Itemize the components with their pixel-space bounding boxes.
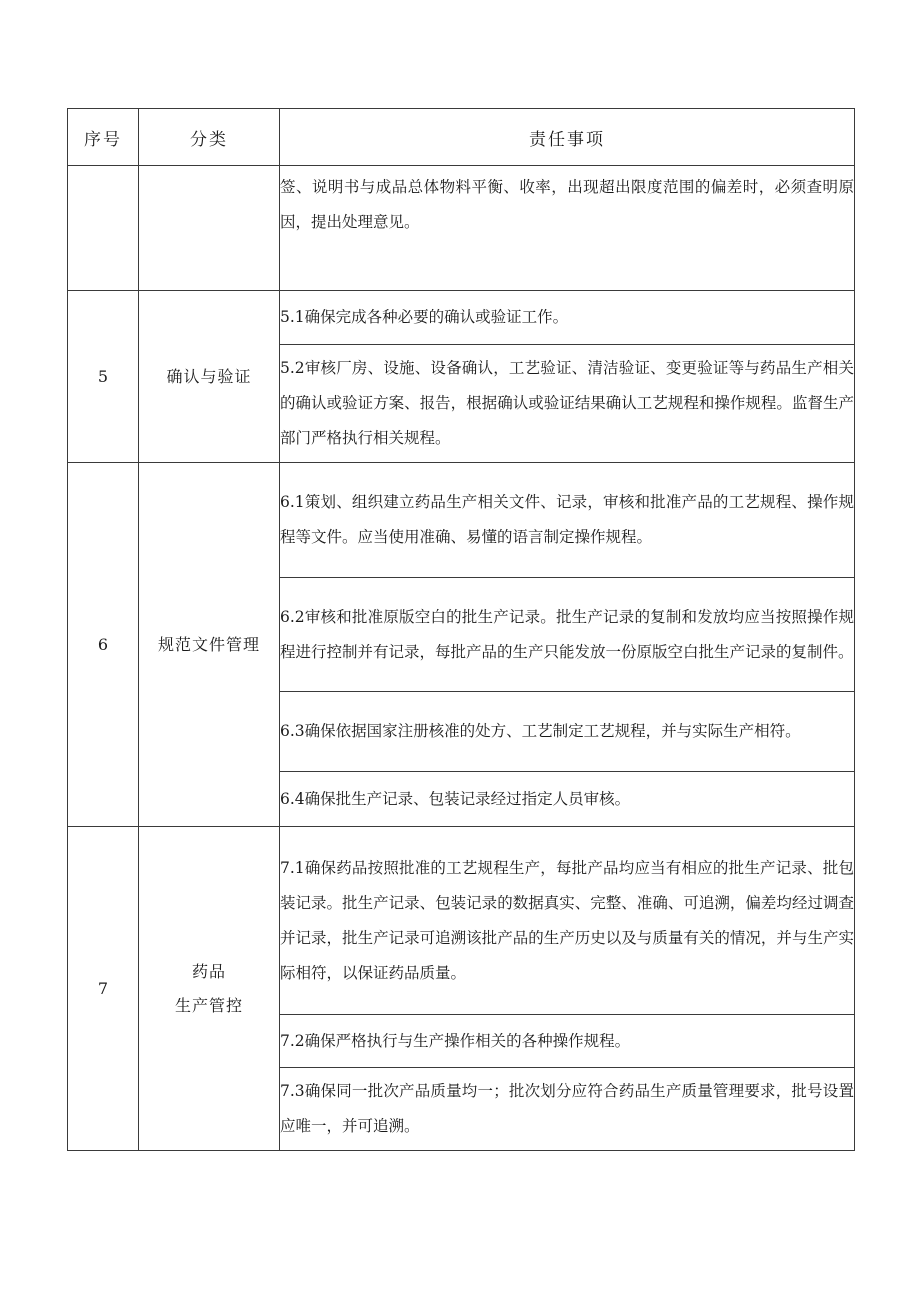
table-row	[68, 291, 855, 345]
row-category-5: 确认与验证	[139, 291, 280, 463]
row-category-6: 规范文件管理	[139, 463, 280, 827]
continuation-category-cell	[139, 166, 280, 291]
row-number-5: 5	[68, 291, 139, 463]
duty-text: 7.1确保药品按照批准的工艺规程生产，每批产品均应当有相应的批生产记录、批包装记录。批生产记录、包装记录的数据真实、完整、准确、可追溯，偏差均经过调查并记录，批生产记录可追溯该批产品的生产历史以及与质量有关的情况，并与生产实际相符，以保证药品质量。	[280, 858, 854, 982]
category-line-1: 药品	[191, 961, 226, 981]
header-number: 序号	[68, 109, 139, 166]
header-duty: 责任事项	[280, 109, 855, 166]
duty-text: 5.1确保完成各种必要的确认或验证工作。	[280, 308, 569, 326]
table-row	[68, 827, 855, 1015]
category-line-2: 生产管控	[174, 995, 243, 1015]
row-number-6: 6	[68, 463, 139, 827]
duty-item-7-2	[280, 1015, 855, 1068]
duty-item-5-1	[280, 291, 855, 345]
continuation-duty-text: 签、说明书与成品总体物料平衡、收率，出现超出限度范围的偏差时，必须查明原因，提出处理意见。	[280, 178, 854, 231]
duty-text: 6.1策划、组织建立药品生产相关文件、记录，审核和批准产品的工艺规程、操作规程等文件。应当使用准确、易懂的语言制定操作规程。	[280, 493, 854, 546]
continuation-row	[68, 166, 855, 291]
duty-item-6-2	[280, 578, 855, 692]
row-number-7: 7	[68, 827, 139, 1151]
duty-text: 7.3确保同一批次产品质量均一；批次划分应符合药品生产质量管理要求，批号设置应唯一，并可追溯。	[280, 1082, 854, 1135]
header-category: 分类	[139, 109, 280, 166]
duty-text: 7.2确保严格执行与生产操作相关的各种操作规程。	[280, 1031, 631, 1050]
header-row	[68, 109, 855, 166]
duty-item-7-3	[280, 1068, 855, 1151]
responsibility-table	[67, 108, 855, 1151]
continuation-duty-cell	[280, 166, 855, 291]
duty-item-5-2	[280, 345, 855, 463]
duty-item-6-1	[280, 463, 855, 578]
duty-item-7-1	[280, 827, 855, 1015]
duty-item-6-3	[280, 692, 855, 772]
table-row	[68, 463, 855, 578]
duty-text: 6.4确保批生产记录、包装记录经过指定人员审核。	[280, 789, 631, 808]
duty-text: 6.3确保依据国家注册核准的处方、工艺制定工艺规程，并与实际生产相符。	[280, 722, 801, 740]
duty-item-6-4	[280, 772, 855, 827]
duty-text: 6.2审核和批准原版空白的批生产记录。批生产记录的复制和发放均应当按照操作规程进行控制并有记录，每批产品的生产只能发放一份原版空白批生产记录的复制件。	[280, 607, 854, 661]
row-category-7	[139, 827, 280, 1151]
continuation-number-cell	[68, 166, 139, 291]
duty-text: 5.2审核厂房、设施、设备确认，工艺验证、清洁验证、变更验证等与药品生产相关的确认或验证方案、报告，根据确认或验证结果确认工艺规程和操作规程。监督生产部门严格执行相关规程。	[280, 359, 854, 447]
